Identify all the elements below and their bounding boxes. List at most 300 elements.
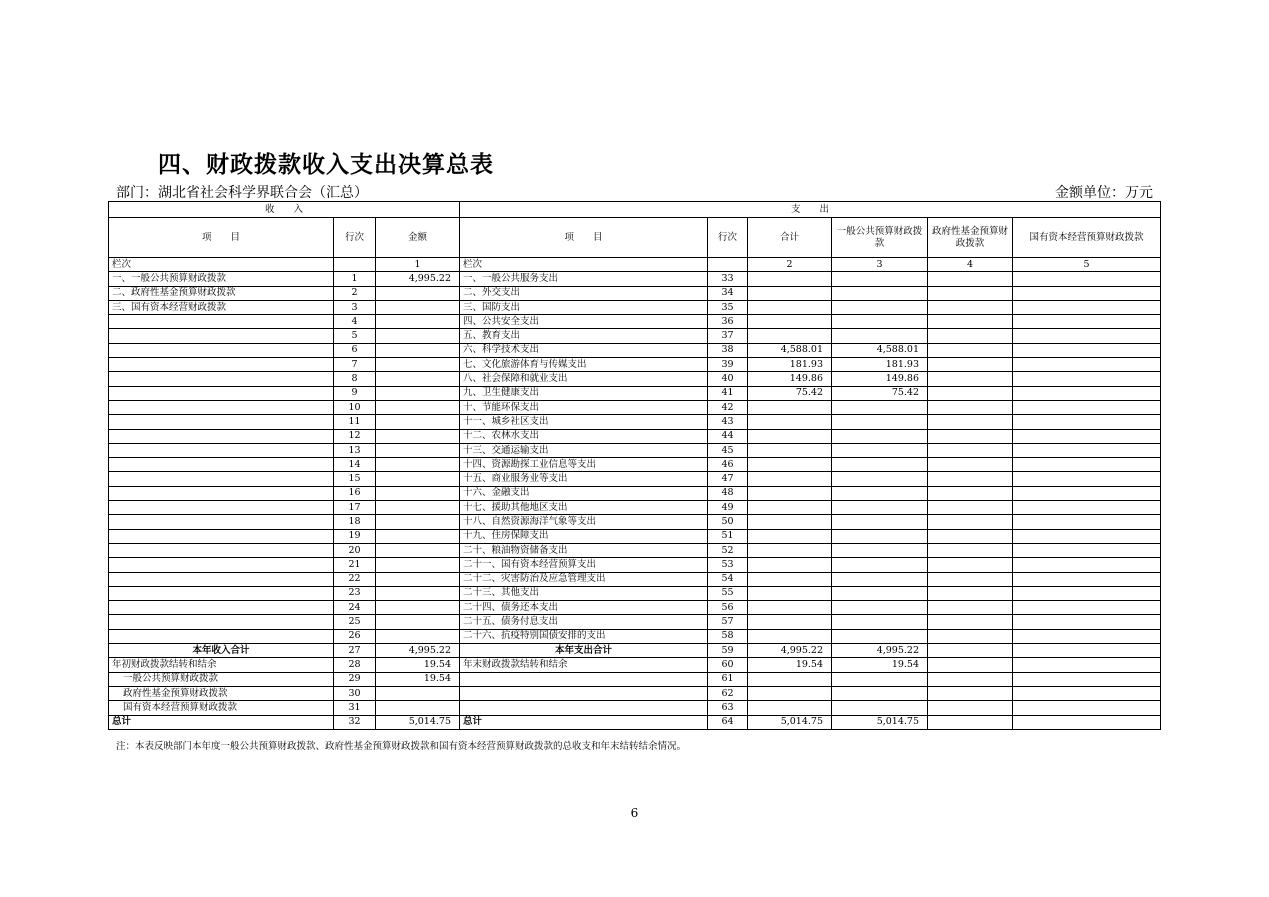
income-line-cell: 12: [334, 429, 376, 443]
expense-state-cell: [1013, 572, 1161, 586]
amount-unit-label: 金额单位：万元: [1055, 185, 1153, 201]
income-line-cell: 28: [334, 658, 376, 672]
income-line-cell: 30: [334, 686, 376, 700]
income-amount-cell: [376, 315, 460, 329]
income-item-cell: [109, 415, 334, 429]
table-row: [109, 486, 1161, 500]
budget-table: [108, 201, 1161, 730]
income-item-cell: 一般公共预算财政拨款: [109, 672, 334, 686]
expense-general-cell: [832, 672, 928, 686]
expense-fund-cell: [928, 286, 1013, 300]
expense-state-cell: [1013, 286, 1161, 300]
income-section-header: 收 入: [109, 202, 460, 218]
expense-item-cell: 本年支出合计: [460, 644, 708, 658]
expense-line-cell: 61: [708, 672, 748, 686]
expense-item-cell: 五、教育支出: [460, 329, 708, 343]
expense-general-cell: [832, 515, 928, 529]
expense-state-cell: [1013, 343, 1161, 357]
income-amount-cell: [376, 529, 460, 543]
table-row: [109, 372, 1161, 386]
income-item-cell: [109, 543, 334, 557]
table-row: [109, 329, 1161, 343]
expense-total-cell: [748, 400, 832, 414]
expense-line-cell: 37: [708, 329, 748, 343]
expense-total-cell: [748, 686, 832, 700]
expense-item-cell: 四、公共安全支出: [460, 315, 708, 329]
income-amount-cell: [376, 615, 460, 629]
income-item-cell: 年初财政拨款结转和结余: [109, 658, 334, 672]
expense-total-cell: [748, 315, 832, 329]
income-line-cell: 21: [334, 558, 376, 572]
expense-fund-cell: [928, 343, 1013, 357]
expense-item-cell: 十三、交通运输支出: [460, 443, 708, 457]
expense-line-cell: 44: [708, 429, 748, 443]
income-amount-cell: [376, 415, 460, 429]
expense-total-cell: [748, 472, 832, 486]
income-item-cell: [109, 400, 334, 414]
income-amount-header: 金额: [376, 218, 460, 258]
expense-general-cell: 4,995.22: [832, 644, 928, 658]
expense-fund-cell: [928, 329, 1013, 343]
expense-state-cell: [1013, 715, 1161, 729]
expense-general-cell: [832, 472, 928, 486]
expense-general-cell: [832, 601, 928, 615]
table-row: [109, 343, 1161, 357]
expense-state-cell: [1013, 658, 1161, 672]
expense-state-cell: [1013, 400, 1161, 414]
income-amount-cell: [376, 515, 460, 529]
table-row: [109, 315, 1161, 329]
expense-general-cell: [832, 286, 928, 300]
table-row: [109, 386, 1161, 400]
income-line-cell: 15: [334, 472, 376, 486]
income-item-cell: [109, 315, 334, 329]
colnum-income-label: 栏次: [109, 258, 334, 272]
table-row: [109, 358, 1161, 372]
expense-line-cell: 57: [708, 615, 748, 629]
colnum-income-amount: 1: [376, 258, 460, 272]
expense-general-cell: [832, 458, 928, 472]
expense-line-header: 行次: [708, 218, 748, 258]
expense-fund-cell: [928, 629, 1013, 643]
page-number: 6: [630, 806, 639, 820]
table-row: [109, 701, 1161, 715]
expense-fund-cell: [928, 386, 1013, 400]
expense-item-cell: 七、文化旅游体育与传媒支出: [460, 358, 708, 372]
income-line-cell: 8: [334, 372, 376, 386]
income-item-cell: 本年收入合计: [109, 644, 334, 658]
expense-state-cell: [1013, 372, 1161, 386]
expense-general-cell: [832, 429, 928, 443]
expense-state-cell: [1013, 515, 1161, 529]
table-row: [109, 572, 1161, 586]
expense-line-cell: 42: [708, 400, 748, 414]
income-item-cell: 三、国有资本经营财政拨款: [109, 300, 334, 314]
income-line-cell: 31: [334, 701, 376, 715]
expense-fund-cell: [928, 586, 1013, 600]
income-line-cell: 7: [334, 358, 376, 372]
expense-item-cell: 二十五、债务付息支出: [460, 615, 708, 629]
expense-state-header: 国有资本经营预算财政拨款: [1013, 218, 1161, 258]
expense-total-cell: 19.54: [748, 658, 832, 672]
expense-item-cell: 二、外交支出: [460, 286, 708, 300]
income-line-cell: 10: [334, 400, 376, 414]
expense-line-cell: 45: [708, 443, 748, 457]
expense-general-cell: [832, 529, 928, 543]
income-amount-cell: 4,995.22: [376, 644, 460, 658]
expense-total-cell: [748, 286, 832, 300]
expense-line-cell: 58: [708, 629, 748, 643]
expense-item-cell: 二十一、国有资本经营预算支出: [460, 558, 708, 572]
income-amount-cell: 5,014.75: [376, 715, 460, 729]
income-line-cell: 13: [334, 443, 376, 457]
expense-item-cell: 二十六、抗疫特别国债安排的支出: [460, 629, 708, 643]
income-amount-cell: [376, 501, 460, 515]
income-item-cell: [109, 472, 334, 486]
table-row: [109, 615, 1161, 629]
expense-total-cell: [748, 329, 832, 343]
colnum-general: 3: [832, 258, 928, 272]
expense-fund-cell: [928, 543, 1013, 557]
income-item-cell: 二、政府性基金预算财政拨款: [109, 286, 334, 300]
expense-line-cell: 60: [708, 658, 748, 672]
expense-state-cell: [1013, 358, 1161, 372]
expense-item-cell: 年末财政拨款结转和结余: [460, 658, 708, 672]
income-item-cell: [109, 615, 334, 629]
table-row: [109, 601, 1161, 615]
expense-general-cell: [832, 415, 928, 429]
expense-line-cell: 52: [708, 543, 748, 557]
income-item-cell: [109, 343, 334, 357]
income-item-cell: [109, 515, 334, 529]
expense-state-cell: [1013, 558, 1161, 572]
expense-general-cell: [832, 629, 928, 643]
income-line-cell: 24: [334, 601, 376, 615]
table-row: [109, 472, 1161, 486]
expense-line-cell: 41: [708, 386, 748, 400]
table-row: [109, 629, 1161, 643]
table-row: [109, 558, 1161, 572]
expense-line-cell: 38: [708, 343, 748, 357]
table-row: [109, 658, 1161, 672]
income-amount-cell: [376, 629, 460, 643]
income-item-cell: [109, 486, 334, 500]
expense-fund-cell: [928, 601, 1013, 615]
expense-fund-cell: [928, 272, 1013, 286]
expense-item-cell: [460, 672, 708, 686]
expense-fund-cell: [928, 658, 1013, 672]
expense-fund-cell: [928, 501, 1013, 515]
expense-line-cell: 51: [708, 529, 748, 543]
expense-line-cell: 49: [708, 501, 748, 515]
expense-fund-cell: [928, 472, 1013, 486]
expense-fund-cell: [928, 458, 1013, 472]
expense-fund-cell: [928, 515, 1013, 529]
expense-line-cell: 53: [708, 558, 748, 572]
table-row: [109, 458, 1161, 472]
expense-total-cell: 181.93: [748, 358, 832, 372]
colnum-expense-label: 栏次: [460, 258, 708, 272]
income-item-cell: [109, 358, 334, 372]
expense-fund-cell: [928, 701, 1013, 715]
income-item-cell: [109, 529, 334, 543]
expense-line-cell: 43: [708, 415, 748, 429]
expense-fund-cell: [928, 415, 1013, 429]
income-line-cell: 23: [334, 586, 376, 600]
income-item-cell: [109, 458, 334, 472]
table-row: [109, 501, 1161, 515]
income-line-cell: 9: [334, 386, 376, 400]
income-amount-cell: [376, 329, 460, 343]
income-amount-cell: 19.54: [376, 672, 460, 686]
expense-fund-cell: [928, 715, 1013, 729]
income-amount-cell: [376, 300, 460, 314]
expense-total-cell: [748, 515, 832, 529]
expense-total-cell: [748, 529, 832, 543]
table-row: [109, 543, 1161, 557]
expense-line-cell: 33: [708, 272, 748, 286]
expense-state-cell: [1013, 386, 1161, 400]
income-line-cell: 3: [334, 300, 376, 314]
expense-total-cell: [748, 415, 832, 429]
expense-state-cell: [1013, 429, 1161, 443]
income-item-cell: [109, 372, 334, 386]
expense-total-cell: [748, 543, 832, 557]
income-amount-cell: [376, 572, 460, 586]
expense-total-cell: 149.86: [748, 372, 832, 386]
expense-item-cell: 十九、住房保障支出: [460, 529, 708, 543]
table-row: [109, 272, 1161, 286]
expense-total-cell: 75.42: [748, 386, 832, 400]
income-amount-cell: [376, 400, 460, 414]
income-line-cell: 11: [334, 415, 376, 429]
expense-general-cell: [832, 400, 928, 414]
expense-state-cell: [1013, 300, 1161, 314]
expense-state-cell: [1013, 586, 1161, 600]
expense-item-cell: 二十四、债务还本支出: [460, 601, 708, 615]
expense-general-cell: [832, 543, 928, 557]
expense-total-cell: [748, 429, 832, 443]
table-row: [109, 415, 1161, 429]
income-amount-cell: [376, 458, 460, 472]
expense-item-cell: 十二、农林水支出: [460, 429, 708, 443]
expense-fund-cell: [928, 358, 1013, 372]
income-line-cell: 26: [334, 629, 376, 643]
expense-fund-cell: [928, 300, 1013, 314]
expense-general-header: 一般公共预算财政拨款: [832, 218, 928, 258]
expense-item-cell: [460, 701, 708, 715]
expense-line-cell: 36: [708, 315, 748, 329]
income-item-cell: [109, 443, 334, 457]
expense-total-cell: [748, 672, 832, 686]
expense-general-cell: 149.86: [832, 372, 928, 386]
income-amount-cell: 19.54: [376, 658, 460, 672]
expense-general-cell: [832, 272, 928, 286]
expense-item-cell: 十五、商业服务业等支出: [460, 472, 708, 486]
expense-state-cell: [1013, 644, 1161, 658]
expense-general-cell: [832, 615, 928, 629]
expense-total-cell: [748, 443, 832, 457]
table-row: [109, 686, 1161, 700]
page-title: 四、财政拨款收入支出决算总表: [158, 152, 494, 178]
expense-general-cell: [832, 300, 928, 314]
expense-line-cell: 47: [708, 472, 748, 486]
income-item-cell: 总计: [109, 715, 334, 729]
expense-line-cell: 59: [708, 644, 748, 658]
expense-total-header: 合计: [748, 218, 832, 258]
expense-line-cell: 35: [708, 300, 748, 314]
expense-state-cell: [1013, 315, 1161, 329]
table-row: [109, 529, 1161, 543]
income-item-cell: [109, 558, 334, 572]
colnum-total: 2: [748, 258, 832, 272]
income-item-cell: [109, 429, 334, 443]
income-amount-cell: [376, 372, 460, 386]
income-line-cell: 1: [334, 272, 376, 286]
income-line-cell: 29: [334, 672, 376, 686]
income-amount-cell: [376, 486, 460, 500]
income-line-cell: 16: [334, 486, 376, 500]
income-amount-cell: [376, 286, 460, 300]
expense-fund-header: 政府性基金预算财政拨款: [928, 218, 1013, 258]
expense-line-cell: 55: [708, 586, 748, 600]
income-amount-cell: [376, 429, 460, 443]
expense-item-cell: 一、一般公共服务支出: [460, 272, 708, 286]
income-item-cell: [109, 386, 334, 400]
income-line-cell: 18: [334, 515, 376, 529]
expense-state-cell: [1013, 415, 1161, 429]
income-line-cell: 2: [334, 286, 376, 300]
expense-fund-cell: [928, 315, 1013, 329]
expense-fund-cell: [928, 429, 1013, 443]
table-row: [109, 400, 1161, 414]
expense-item-cell: 十、节能环保支出: [460, 400, 708, 414]
expense-fund-cell: [928, 615, 1013, 629]
expense-total-cell: [748, 272, 832, 286]
table-row: [109, 586, 1161, 600]
expense-item-cell: 三、国防支出: [460, 300, 708, 314]
income-item-cell: [109, 329, 334, 343]
expense-fund-cell: [928, 686, 1013, 700]
expense-line-cell: 56: [708, 601, 748, 615]
expense-state-cell: [1013, 443, 1161, 457]
income-item-cell: [109, 629, 334, 643]
expense-total-cell: 4,995.22: [748, 644, 832, 658]
expense-fund-cell: [928, 486, 1013, 500]
expense-item-cell: 二十三、其他支出: [460, 586, 708, 600]
expense-state-cell: [1013, 458, 1161, 472]
income-amount-cell: [376, 543, 460, 557]
expense-total-cell: [748, 458, 832, 472]
expense-section-header: 支 出: [460, 202, 1161, 218]
expense-item-cell: 九、卫生健康支出: [460, 386, 708, 400]
expense-total-cell: [748, 486, 832, 500]
expense-fund-cell: [928, 372, 1013, 386]
income-amount-cell: 4,995.22: [376, 272, 460, 286]
expense-general-cell: [832, 686, 928, 700]
table-row: [109, 443, 1161, 457]
expense-line-cell: 46: [708, 458, 748, 472]
expense-general-cell: [832, 486, 928, 500]
expense-item-cell: 八、社会保障和就业支出: [460, 372, 708, 386]
expense-state-cell: [1013, 686, 1161, 700]
expense-line-cell: 34: [708, 286, 748, 300]
table-row: [109, 429, 1161, 443]
expense-total-cell: 5,014.75: [748, 715, 832, 729]
colnum-state: 5: [1013, 258, 1161, 272]
expense-item-cell: 总计: [460, 715, 708, 729]
expense-item-cell: [460, 686, 708, 700]
expense-fund-cell: [928, 572, 1013, 586]
income-item-cell: [109, 572, 334, 586]
table-row: [109, 286, 1161, 300]
expense-general-cell: 4,588.01: [832, 343, 928, 357]
income-amount-cell: [376, 601, 460, 615]
income-line-cell: 5: [334, 329, 376, 343]
expense-total-cell: [748, 615, 832, 629]
expense-total-cell: [748, 501, 832, 515]
expense-line-cell: 50: [708, 515, 748, 529]
expense-state-cell: [1013, 615, 1161, 629]
expense-line-cell: 48: [708, 486, 748, 500]
expense-state-cell: [1013, 629, 1161, 643]
expense-general-cell: [832, 315, 928, 329]
income-line-cell: 17: [334, 501, 376, 515]
expense-total-cell: [748, 629, 832, 643]
income-item-cell: 国有资本经营预算财政拨款: [109, 701, 334, 715]
expense-total-cell: [748, 572, 832, 586]
expense-item-cell: 二十二、灾害防治及应急管理支出: [460, 572, 708, 586]
income-amount-cell: [376, 343, 460, 357]
colnum-fund: 4: [928, 258, 1013, 272]
expense-total-cell: [748, 558, 832, 572]
income-line-cell: 25: [334, 615, 376, 629]
expense-item-cell: 六、科学技术支出: [460, 343, 708, 357]
expense-line-cell: 40: [708, 372, 748, 386]
expense-item-cell: 十八、自然资源海洋气象等支出: [460, 515, 708, 529]
income-item-header: 项 目: [109, 218, 334, 258]
income-amount-cell: [376, 472, 460, 486]
income-line-cell: 19: [334, 529, 376, 543]
expense-general-cell: 181.93: [832, 358, 928, 372]
income-amount-cell: [376, 558, 460, 572]
department-label: 部门：湖北省社会科学界联合会（汇总）: [116, 185, 368, 201]
expense-state-cell: [1013, 472, 1161, 486]
income-amount-cell: [376, 686, 460, 700]
expense-state-cell: [1013, 329, 1161, 343]
income-line-cell: 27: [334, 644, 376, 658]
table-note: 注：本表反映部门本年度一般公共预算财政拨款、政府性基金预算财政拨款和国有资本经营预算财政拨款的总收支和年末结转结余情况。: [116, 741, 687, 752]
expense-state-cell: [1013, 672, 1161, 686]
expense-general-cell: [832, 701, 928, 715]
expense-item-cell: 十四、资源勘探工业信息等支出: [460, 458, 708, 472]
subtotal-row: [109, 644, 1161, 658]
expense-item-cell: 十一、城乡社区支出: [460, 415, 708, 429]
expense-state-cell: [1013, 543, 1161, 557]
expense-item-header: 项 目: [460, 218, 708, 258]
table-row: [109, 672, 1161, 686]
expense-total-cell: 4,588.01: [748, 343, 832, 357]
expense-total-cell: [748, 701, 832, 715]
income-amount-cell: [376, 386, 460, 400]
income-item-cell: 一、一般公共预算财政拨款: [109, 272, 334, 286]
expense-general-cell: [832, 586, 928, 600]
income-amount-cell: [376, 443, 460, 457]
expense-total-cell: [748, 300, 832, 314]
expense-state-cell: [1013, 272, 1161, 286]
income-line-cell: 32: [334, 715, 376, 729]
income-item-cell: [109, 501, 334, 515]
